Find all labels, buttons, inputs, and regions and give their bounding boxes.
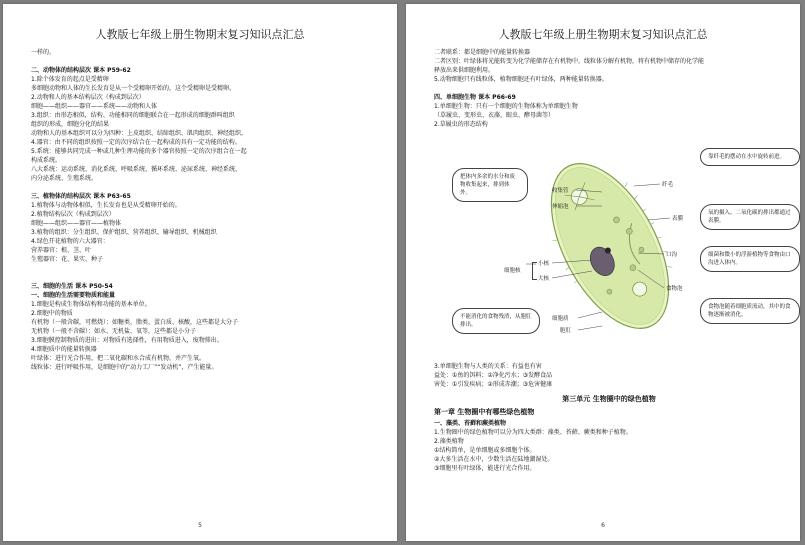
- label-contractile-vacuole: 伸缩泡: [552, 204, 569, 210]
- text-line: 害处：①引发疾病；②形成赤潮；③危害健康: [434, 381, 553, 388]
- text-line: 2.动物和人的基本结构层次（构成到层次）: [31, 94, 145, 101]
- text-line: [31, 183, 381, 192]
- text-line: 1.单细胞生物：只有一个细胞的生物体称为单细胞生物: [434, 103, 578, 110]
- label-micronucleus: 小核: [538, 261, 550, 267]
- callout-oral-groove-function: 细菌和微小的浮游植物等食物由口沟进入体内。: [700, 246, 800, 272]
- page-title: 人教版七年级上册生物期末复习知识点汇总: [498, 28, 708, 41]
- label-cytoproct: 胞肛: [560, 328, 572, 334]
- text-line: 二、动物体的结构层次 课本 P59-62: [31, 67, 131, 74]
- text-line: [434, 84, 784, 93]
- label-cytoplasm: 细胞质: [552, 316, 569, 322]
- text-line: 生殖器官：花、果实、种子: [31, 256, 104, 263]
- text-line: 4.器官：由不同的组织按照一定的次序结合在一起构成的具有一定功能的结构。: [31, 139, 241, 146]
- label-collecting-tube: 收集管: [552, 188, 569, 194]
- text-line: 1.生物圈中的绿色植物可以分为四大类群：藻类、苔藓、蕨类和种子植物。: [434, 429, 632, 436]
- text-line: [31, 264, 381, 273]
- page-title: 人教版七年级上册生物期末复习知识点汇总: [95, 28, 305, 41]
- text-line: ②大多生活在水中，少数生活在陆地潮湿处。: [434, 456, 554, 463]
- text-line: [31, 273, 381, 282]
- nucleus-bracket: [532, 262, 537, 280]
- left-page-text: [31, 48, 381, 372]
- text-line: 二者联系：都是细胞中的能量转换器: [434, 49, 531, 56]
- text-line: 2.植物结构层次（构成到层次）: [31, 211, 115, 218]
- callout-food-vacuole-function: 食物泡随着细胞质流动，其中的食物逐渐被消化。: [700, 298, 800, 324]
- text-line: 释放出来供细胞利用。: [434, 67, 495, 74]
- text-line: ③细胞里有叶绿体，能进行光合作用。: [434, 465, 536, 472]
- text-line: 益处：①鱼的饵料；②净化污水；③发酵食品: [434, 372, 553, 379]
- text-line: 线粒体：进行呼吸作用，是细胞中的“动力工厂”“发动机”，产生能量。: [31, 364, 218, 371]
- text-line: 多细胞动物和人体的生长发育是从一个受精卵开始的，这个受精卵是受精卵。: [31, 85, 236, 92]
- page-right: [406, 4, 800, 541]
- text-line: 4.细胞质中的能量转换器: [31, 346, 97, 353]
- text-line: 一、细胞的生活需要物质和能量: [31, 292, 116, 299]
- text-line: 4.绿色开花植物的六大器官：: [31, 238, 109, 245]
- text-line: 3.植物的组织：分生组织、保护组织、营养组织、输导组织、机械组织: [31, 229, 217, 236]
- text-line: [31, 57, 381, 66]
- text-line: 1.植物体与动物体相似，生长发育也是从受精卵开始的。: [31, 202, 181, 209]
- text-line: 二者区别：叶绿体将光能转变为化学能储存在有机物中，线粒体分解有机物，将有机物中储存的化学能: [434, 58, 705, 65]
- text-line: 2.细胞中的物质: [31, 310, 73, 317]
- text-line: 2.藻类植物: [434, 438, 464, 445]
- right-page-top-text: [434, 48, 784, 129]
- label-cilia: 纤毛: [662, 182, 674, 188]
- text-line: 内分泌系统、生殖系统。: [31, 175, 98, 182]
- callout-pellicle-function: 氧的摄入、二氧化碳的排出都通过表膜。: [700, 204, 800, 230]
- text-line: 组织的形成，细胞分化的结果: [31, 121, 110, 128]
- text-line: 有机物（一般含碳，可燃烧）：如糖类、脂类、蛋白质、核酸，这些都是大分子: [31, 319, 239, 326]
- callout-excretion: 把体内多余的水分和废物收集起来，排到体外。: [452, 168, 528, 202]
- text-line: 1.除个体发育的起点是受精卵: [31, 76, 109, 83]
- callout-cytoproct-function: 不能消化的食物残渣，从胞肛排出。: [452, 308, 540, 334]
- text-line: 5.系统：能够共同完成一种或几种生理功能的多个器官按照一定的次序组合在一起: [31, 148, 247, 155]
- label-food-vacuole: 食物泡: [666, 286, 683, 292]
- label-macronucleus: 大核: [538, 276, 550, 282]
- text-line: 细胞——组织——器官——系统——动物和人体: [31, 103, 158, 110]
- text-line: 四、单细胞生物 课本 P66-69: [434, 94, 516, 101]
- label-pellicle: 表膜: [672, 216, 684, 222]
- text-line: 3.单细胞生物与人类的关系：有益也有害: [434, 363, 542, 370]
- text-line: 无机物（一般不含碳）：如水、无机盐、氧等，这些都是小分子: [31, 328, 197, 335]
- text-line: 3.组织：由形态相似，结构、功能相同的细胞联合在一起形成的细胞群叫组织: [31, 112, 235, 119]
- text-line: 2.草履虫的形态结构: [434, 121, 488, 128]
- label-nucleus: 细胞核: [504, 268, 521, 274]
- page-number: 6: [601, 522, 605, 529]
- text-line: （草履虫、变形虫、衣藻、眼虫、酵母菌等）: [434, 112, 555, 119]
- chapter-heading: 第一章 生物圈中有哪些绿色植物: [434, 408, 535, 416]
- label-oral-groove: 口沟: [666, 252, 678, 258]
- text-line: 三、细胞的生活 课本 P50-54: [31, 283, 113, 290]
- text-line: 5.动物细胞只有线粒体，植物细胞还有叶绿体，两种能量转换器。: [434, 76, 608, 83]
- text-line: 一、藻类、苔藓和蕨类植物: [434, 420, 507, 427]
- page-number: 5: [198, 522, 202, 529]
- text-line: 细胞——组织——器官——植物体: [31, 220, 122, 227]
- page-left: [3, 4, 397, 541]
- text-line: 动物和人的基本组织可以分为四种：上皮组织、结缔组织、肌肉组织、神经组织。: [31, 130, 248, 137]
- text-line: ①结构简单，是单细胞或多细胞个体。: [434, 447, 536, 454]
- text-line: 营养器官：根、茎、叶: [31, 247, 92, 254]
- text-line: 叶绿体：进行光合作用，把二氧化碳和水合成有机物，并产生氧。: [31, 355, 206, 362]
- text-line: 1.细胞是构成生物体结构和功能的基本单位。: [31, 301, 151, 308]
- text-line: 八大系统：运动系统、消化系统、呼吸系统、循环系统、泌尿系统、神经系统、: [31, 166, 242, 173]
- right-page-bottom-text: [434, 362, 784, 473]
- text-line: 三、植物体的结构层次 课本 P63-65: [31, 193, 131, 200]
- callout-cilia-function: 靠纤毛的摆动在水中旋转前进。: [700, 148, 800, 166]
- paramecium-diagram: [452, 146, 792, 351]
- unit-heading: 第三单元 生物圈中的绿色植物: [562, 395, 656, 403]
- text-line: 构成系统。: [31, 157, 62, 164]
- text-line: 3.细胞膜控制物质的进出：对物质有选择性，有用物质进入，废物排出。: [31, 337, 223, 344]
- text-line: 一样的。: [31, 49, 56, 56]
